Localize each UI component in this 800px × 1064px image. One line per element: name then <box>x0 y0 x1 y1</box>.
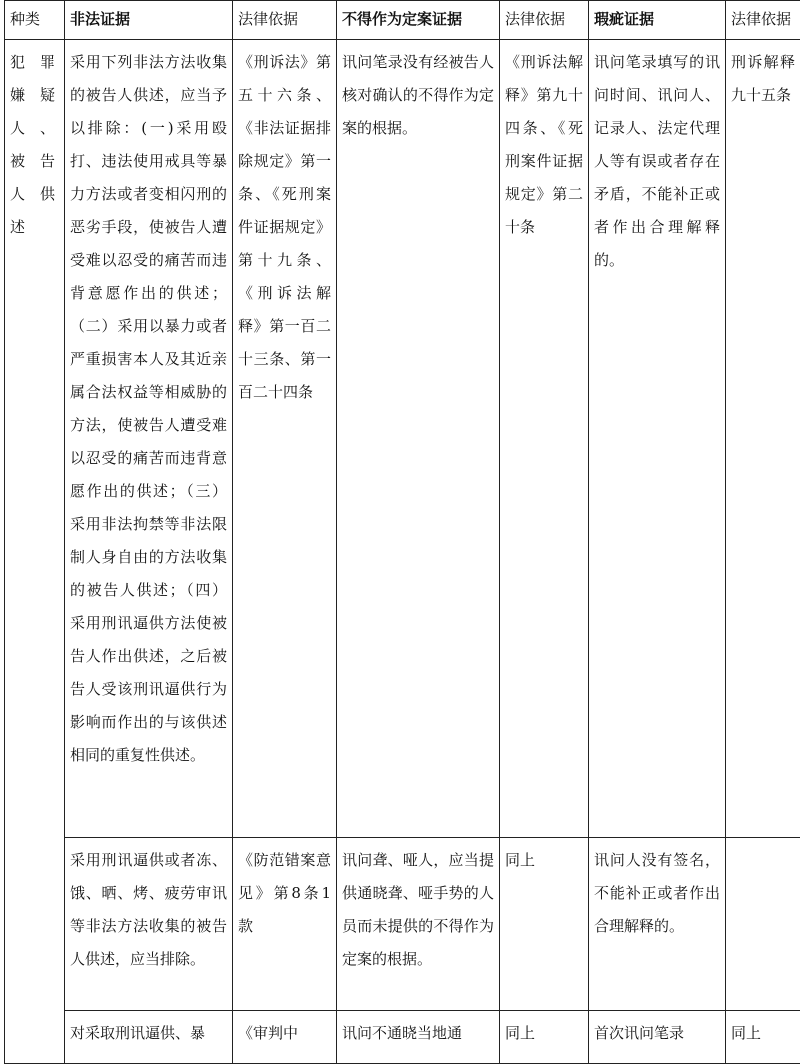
illegal-evidence-cell: 采用刑讯逼供或者冻、饿、晒、烤、疲劳审讯等非法方法收集的被告人供述，应当排除。 <box>65 838 233 1011</box>
legal-basis-cell <box>726 838 800 1011</box>
not-basis-cell: 讯问不通晓当地通 <box>337 1011 500 1064</box>
kind-cell: 犯罪嫌疑人、被告人供述 <box>5 40 65 1064</box>
flawed-evidence-cell: 首次讯问笔录 <box>589 1011 726 1064</box>
header-illegal-evidence: 非法证据 <box>65 1 233 40</box>
legal-basis-cell: 同上 <box>500 1011 589 1064</box>
table-row <box>5 838 800 1011</box>
not-basis-cell: 讯问聋、哑人，应当提供通晓聋、哑手势的人员而未提供的不得作为定案的根据。 <box>337 838 500 1011</box>
illegal-evidence-cell: 对采取刑讯逼供、暴 <box>65 1011 233 1064</box>
legal-basis-cell: 《防范错案意见》第8条1款 <box>233 838 337 1011</box>
header-legal-basis-3: 法律依据 <box>726 1 800 40</box>
table-row <box>5 40 800 838</box>
header-kind: 种类 <box>5 1 65 40</box>
legal-basis-cell: 同上 <box>500 838 589 1011</box>
header-legal-basis-1: 法律依据 <box>233 1 337 40</box>
legal-basis-cell: 《刑诉法解释》第九十四条、《死刑案件证据规定》第二十条 <box>500 40 589 838</box>
not-basis-cell: 讯问笔录没有经被告人核对确认的不得作为定案的根据。 <box>337 40 500 838</box>
header-row <box>5 1 800 40</box>
flawed-evidence-cell: 讯问人没有签名，不能补正或者作出合理解释的。 <box>589 838 726 1011</box>
header-not-basis-evidence: 不得作为定案证据 <box>337 1 500 40</box>
illegal-evidence-cell: 采用下列非法方法收集的被告人供述，应当予以排除：(一)采用殴打、违法使用戒具等暴力方法或者变相闪刑的恶劣手段，使被告人遭受难以忍受的痛苦而违背意愿作出的供述；（二）采用以暴力或者严重损害本人及其近亲属合法权益等相威胁的方法，使被告人遭受难以忍受的痛苦而违背意愿作出的供述；（三）采用非法拘禁等非法限制人身自由的方法收集的被告人供述；（四）采用刑讯逼供方法使被告人作出供述，之后被告人受该刑讯逼供行为影响而作出的与该供述相同的重复性供述。 <box>65 40 233 838</box>
legal-basis-cell: 《审判中 <box>233 1011 337 1064</box>
header-legal-basis-2: 法律依据 <box>500 1 589 40</box>
flawed-evidence-cell: 讯问笔录填写的讯问时间、讯问人、记录人、法定代理人等有误或者存在矛盾，不能补正或者作出合理解释的。 <box>589 40 726 838</box>
legal-basis-cell: 刑诉解释九十五条 <box>726 40 800 838</box>
legal-basis-cell: 同上 <box>726 1011 800 1064</box>
table-row <box>5 1011 800 1064</box>
evidence-table <box>4 0 800 1064</box>
legal-basis-cell: 《刑诉法》第五十六条、《非法证据排除规定》第一条、《死刑案件证据规定》第十九条、《刑诉法解释》第一百二十三条、第一百二十四条 <box>233 40 337 838</box>
header-flawed-evidence: 瑕疵证据 <box>589 1 726 40</box>
